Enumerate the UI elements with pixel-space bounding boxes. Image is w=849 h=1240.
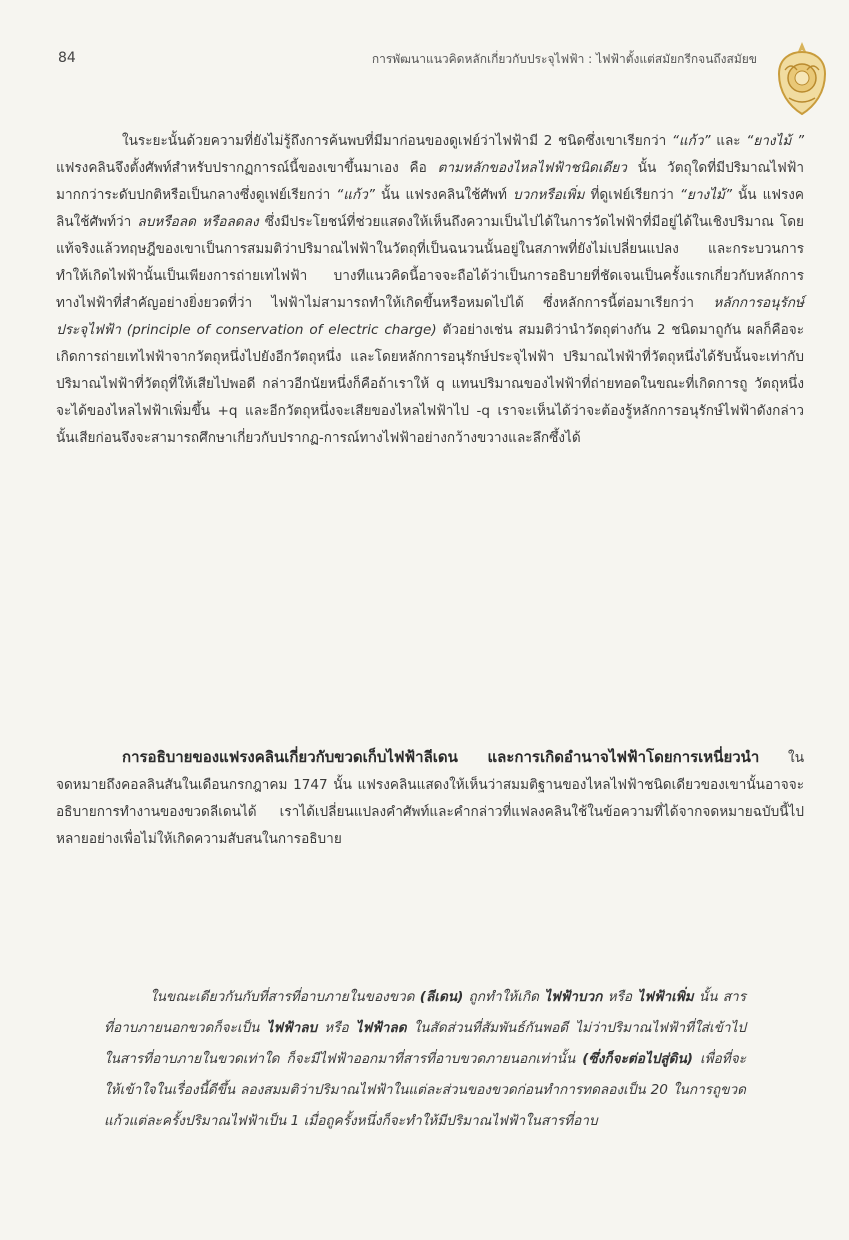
- text-segment: นั้น วัตถุใดที่มีปริมาณไฟฟ้ามากกว่าระดับปกติหรือเป็นกลางซึ่งดูเฟย์เรียกว่า: [56, 160, 804, 203]
- royal-seal-emblem-icon: [771, 40, 833, 118]
- section-heading: การอธิบายของแฟรงคลินเกี่ยวกับขวดเก็บไฟฟ้าลีเดน และการเกิดอำนาจไฟฟ้าโดยการเหนี่ยวนำ: [122, 748, 760, 766]
- term-plus: บวกหรือเพิ่ม: [512, 187, 585, 203]
- block-quote: [104, 982, 746, 1137]
- page-number: 84: [58, 50, 76, 66]
- quote-emphasis: ไฟฟ้าลบ: [266, 1020, 318, 1036]
- term-minus: ลบหรือลด หรือลดลง: [137, 214, 259, 230]
- text-segment: แฟรงคลินจึงตั้งศัพท์สำหรับปรากฏการณ์นี้ของเขาขึ้นมาเอง คือ: [56, 160, 438, 176]
- quote-text: ในสัดส่วนที่สัมพันธ์กันพอดี ไม่ว่าปริมาณไฟฟ้าที่ใส่เข้าไปในสารที่อาบภายในขวดเท่าใด ก็จะมีไฟฟ้าออกมาที่สารที่อาบขวดภายนอกเท่านั้น: [104, 1020, 746, 1067]
- quote-text: ถูกทำให้เกิด: [463, 989, 545, 1005]
- paragraph-leyden-jar: [56, 744, 804, 853]
- term-glass: “แก้ว”: [671, 133, 711, 149]
- term-glass: “แก้ว”: [336, 187, 375, 203]
- text-segment: ตัวอย่างเช่น สมมติว่านำวัตถุต่างกัน 2 ชนิดมาถูกัน ผลก็คือจะเกิดการถ่ายเทไฟฟ้าจากวัตถุหนึ่งไปยังอีกวัตถุหนึ่ง และโดยหลักการอนุรักษ์ประจุไฟฟ้า ปริมาณไฟฟ้าที่วัตถุหนึ่งได้รับนั้นจะเท่ากับปริมาณไฟฟ้าที่วัตถุที่ให้เสียไปพอดี กล่าวอีกนัยหนึ่งก็คือถ้าเราให้ q แทนปริมาณของไฟฟ้าที่ถ่ายทอดในขณะที่เกิดการถู วัตถุหนึ่งจะได้ของไหลไฟฟ้าเพิ่มขึ้น +q และอีกวัตถุหนึ่งจะเสียของไหลไฟฟ้าไป -q เราจะเห็นได้ว่าจะต้องรู้หลักการอนุรักษ์ไฟฟ้าดังกล่าวนั้นเสียก่อนจึงจะสามารถศึกษาเกี่ยวกับปรากฏ-การณ์ทางไฟฟ้าอย่างกว้างขวางและลึกซึ้งได้: [56, 322, 805, 446]
- paragraph-body: ในจดหมายถึงคอลลินสันในเดือนกรกฎาคม 1747 นั้น แฟรงคลินแสดงให้เห็นว่าสมมติฐานของไหลไฟฟ้าชนิดเดียวของเขานั้นอาจจะอธิบายการทำงานของขวดลีเดนได้ เราได้เปลี่ยนแปลงคำศัพท์และคำกล่าวที่แฟลงคลินใช้ในข้อความที่ได้จากจดหมายฉบับนี้ไปหลายอย่างเพื่อไม่ให้เกิดความสับสนในการอธิบาย: [56, 750, 804, 847]
- text-segment: ซึ่งมีประโยชน์ที่ช่วยแสดงให้เห็นถึงความเป็นไปได้ในการวัดไฟฟ้าที่มีอยู่ได้ในเชิงปริมาณ โดยแท้จริงแล้วทฤษฎีของเขาเป็นการสมมติว่าปริมาณไฟฟ้าในวัตถุที่เป็นฉนวนนั้นอยู่ในสภาพที่ยังไม่เปลี่ยนแปลง และกระบวนการทำให้เกิดไฟฟ้านั้นเป็นเพียงการถ่ายเทไฟฟ้า บางทีแนวคิดนี้อาจจะถือได้ว่าเป็นการอธิบายที่ชัดเจนเป็นครั้งแรกเกี่ยวกับหลักการทางไฟฟ้าที่สำคัญอย่างยิ่งยวดที่ว่า ไฟฟ้าไม่สามารถทำให้เกิดขึ้นหรือหมดไปได้ ซึ่งหลักการนี้ต่อมาเรียกว่า: [56, 214, 805, 311]
- quote-emphasis: ไฟฟ้าลด: [355, 1020, 407, 1036]
- text-segment: นั้น แฟรงคลินใช้ศัพท์: [374, 187, 513, 203]
- text-segment: ที่ดูเฟย์เรียกว่า: [584, 187, 680, 203]
- quote-text: นั้น สารที่อาบภายนอกขวดก็จะเป็น: [104, 989, 746, 1036]
- quote-text: เพื่อที่จะให้เข้าใจในเรื่องนี้ดีขึ้น ลองสมมติว่าปริมาณไฟฟ้าในแต่ละส่วนของขวดก่อนทำการทดลองเป็น 20 ในการถูขวดแก้วแต่ละครั้งปริมาณไฟฟ้าเป็น 1 เมื่อถูครั้งหนึ่งก็จะทำให้มีปริมาณไฟฟ้าในสารที่อาบ: [104, 1051, 746, 1129]
- term-single-fluid-theory: ตามหลักของไหลไฟฟ้าชนิดเดียว: [437, 160, 627, 176]
- running-header: การพัฒนาแนวคิดหลักเกี่ยวกับประจุไฟฟ้า : ไฟฟ้าตั้งแต่สมัยกรีกจนถึงสมัยข: [371, 52, 757, 66]
- term-resin: “ยางไม้”: [679, 187, 733, 203]
- term-conservation-principle: หลักการอนุรักษ์ประจุไฟฟ้า (principle of conservation of electric charge): [56, 295, 804, 338]
- quote-text: หรือ: [602, 989, 638, 1005]
- quote-emphasis: (ซึ่งก็จะต่อไปสู่ดิน): [582, 1051, 693, 1067]
- text-segment: ในระยะนั้นด้วยความที่ยังไม่รู้ถึงการค้นพบที่มีมาก่อนของดูเฟย์ว่าไฟฟ้ามี 2 ชนิดซึ่งเขาเรียกว่า: [122, 133, 667, 149]
- quote-emphasis: (ลีเดน): [419, 989, 464, 1005]
- paragraph-conservation: [56, 128, 804, 452]
- text-segment: นั้น แฟรงคลินใช้ศัพท์ว่า: [56, 187, 804, 230]
- quote-emphasis: ไฟฟ้าเพิ่ม: [637, 989, 694, 1005]
- quote-text: หรือ: [317, 1020, 356, 1036]
- quote-text: ในขณะเดียวกันกับที่สารที่อาบภายในของขวด: [150, 989, 420, 1005]
- quote-emphasis: ไฟฟ้าบวก: [544, 989, 603, 1005]
- term-resin: “ยางไม้ ”: [746, 133, 804, 149]
- text-segment: และ: [710, 133, 747, 149]
